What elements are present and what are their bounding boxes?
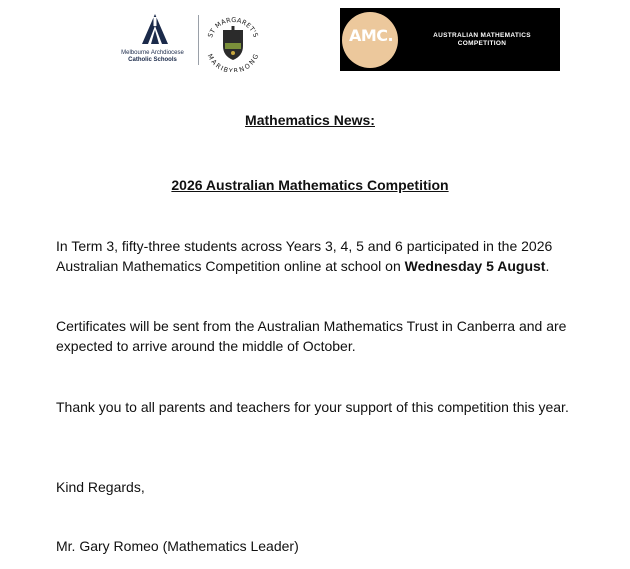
participation-end: . [545,258,550,274]
amc-title-line2: COMPETITION [457,40,507,47]
participation-text: In Term 3, fifty-three students across Years 3, 4, 5 and 6 participated in the 2026 Australian Mathematics Competition online at school on [56,238,553,274]
school-name-top: ST MARGARET'S [206,15,260,39]
amc-title [412,32,552,48]
certificates-paragraph: Certificates will be sent from the Australian Mathematics Trust in Canberra and are expected to arrive around the middle of October. [56,318,567,354]
macs-mark-icon [142,14,168,44]
macs-logo [105,12,200,70]
competition-heading: 2026 Australian Mathematics Competition [171,177,449,193]
macs-wordmark [105,50,200,64]
participation-paragraph [56,236,576,276]
macs-line1: Melbourne Archdiocese [121,50,184,56]
logo-divider [198,15,199,65]
closing-line: Kind Regards, [56,479,145,495]
signature-line: Mr. Gary Romeo (Mathematics Leader) [56,538,299,554]
news-heading: Mathematics News: [245,112,375,128]
macs-line2: Catholic Schools [128,57,177,63]
amc-banner [340,8,560,71]
st-margarets-crest-icon [203,12,263,72]
school-name-bottom: MARIBYRNONG [205,52,261,72]
competition-date: Wednesday 5 August [404,258,546,274]
amc-logo-text: AMC. [348,26,394,45]
thanks-paragraph: Thank you to all parents and teachers for your support of this competition this year. [56,399,569,415]
amc-title-line1: AUSTRALIAN MATHEMATICS [433,32,531,39]
